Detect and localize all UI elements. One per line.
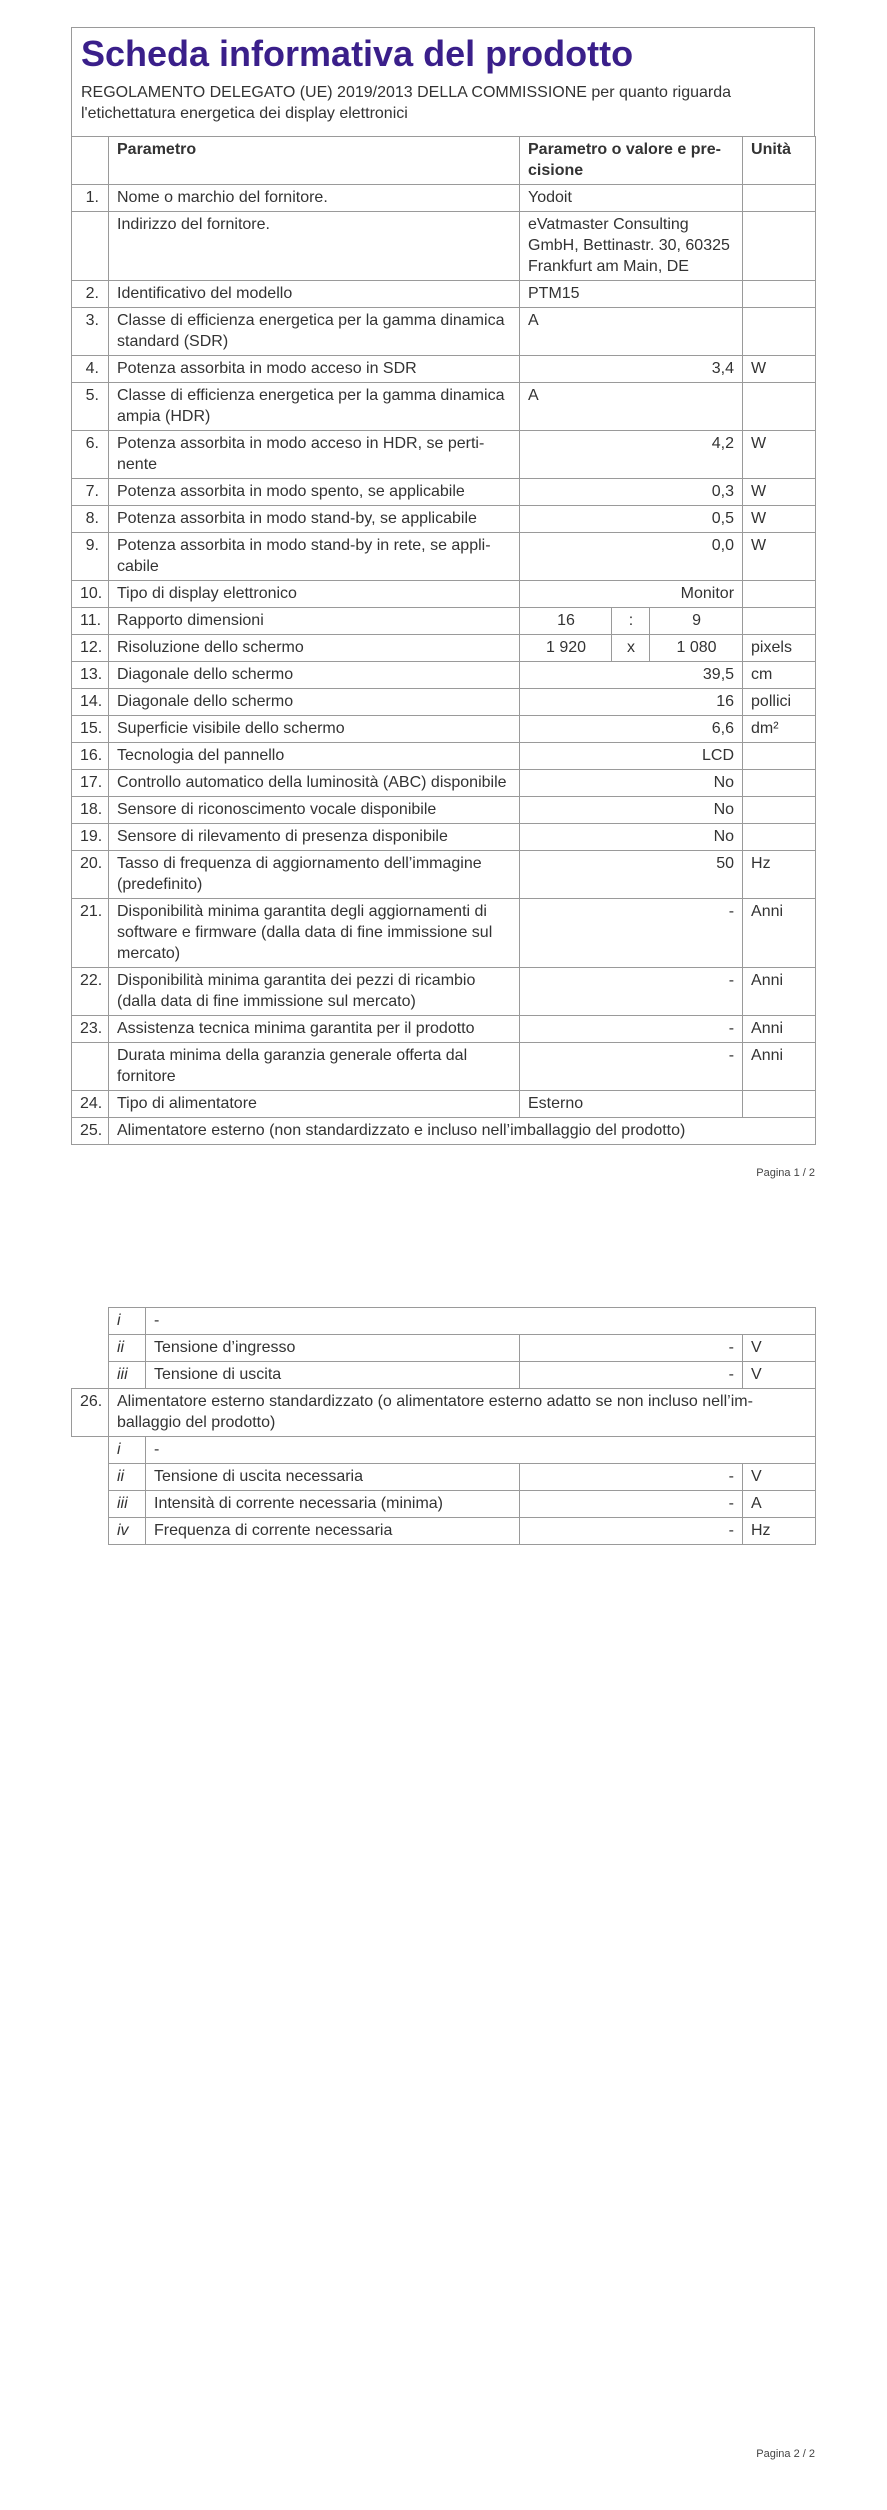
sub-row xyxy=(72,1491,816,1518)
row-value: 39,5 xyxy=(520,662,743,689)
row-parameter: Tasso di frequenza di aggiornamento dell’immagine (predefinito) xyxy=(109,851,520,899)
table-row xyxy=(72,635,816,662)
row-value: 6,6 xyxy=(520,716,743,743)
row-number xyxy=(72,1308,109,1335)
row-value: Yodoit xyxy=(520,185,743,212)
sub-index: i xyxy=(109,1437,146,1464)
row-parameter: Alimentatore esterno (non standardizzato e incluso nell’imballaggio del prodotto) xyxy=(109,1118,816,1145)
sub-row xyxy=(72,1308,816,1335)
row-unit xyxy=(743,1091,816,1118)
row-value-separator: x xyxy=(612,635,650,662)
row-parameter: Diagonale dello schermo xyxy=(109,689,520,716)
row-number: 26. xyxy=(72,1389,109,1437)
row-value: eVatmaster Consulting GmbH, Bettinastr. 30, 60325 Frankfurt am Main, DE xyxy=(520,212,743,281)
table-row xyxy=(72,506,816,533)
row-parameter: Identificativo del modello xyxy=(109,281,520,308)
row-parameter: Alimentatore esterno standardizzato (o alimentatore esterno adatto se non incluso nell’imballaggio del prodotto) xyxy=(109,1389,816,1437)
row-unit xyxy=(743,770,816,797)
row-parameter: Indirizzo del fornitore. xyxy=(109,212,520,281)
row-unit: pollici xyxy=(743,689,816,716)
row-parameter: Disponibilità minima garantita degli aggiornamenti di software e firmware (dalla data di fine immissione sul mercato) xyxy=(109,899,520,968)
row-number: 10. xyxy=(72,581,109,608)
row-number xyxy=(72,1362,109,1389)
table-row xyxy=(72,308,816,356)
row-unit xyxy=(743,212,816,281)
row-value: Monitor xyxy=(520,581,743,608)
row-number: 18. xyxy=(72,797,109,824)
sub-index: iii xyxy=(109,1362,146,1389)
row-number: 3. xyxy=(72,308,109,356)
sub-unit: A xyxy=(743,1491,816,1518)
table-row xyxy=(72,662,816,689)
row-parameter: Tecnologia del pannello xyxy=(109,743,520,770)
document-title: Scheda informativa del prodotto xyxy=(81,33,634,74)
row-value: LCD xyxy=(520,743,743,770)
row-unit: Anni xyxy=(743,1043,816,1091)
row-parameter: Assistenza tecnica minima garantita per il prodotto xyxy=(109,1016,520,1043)
row-parameter: Rapporto dimensioni xyxy=(109,608,520,635)
row-unit xyxy=(743,608,816,635)
row-number: 22. xyxy=(72,968,109,1016)
row-unit xyxy=(743,824,816,851)
row-value: - xyxy=(520,899,743,968)
row-number xyxy=(72,1491,109,1518)
row-parameter: Potenza assorbita in modo spento, se applicabile xyxy=(109,479,520,506)
row-unit: Anni xyxy=(743,1016,816,1043)
row-parameter: Potenza assorbita in modo acceso in SDR xyxy=(109,356,520,383)
sub-unit: Hz xyxy=(743,1518,816,1545)
table-row xyxy=(72,851,816,899)
sub-parameter: Tensione di uscita necessaria xyxy=(146,1464,520,1491)
row-parameter: Tipo di display elettronico xyxy=(109,581,520,608)
row-parameter: Superficie visibile dello schermo xyxy=(109,716,520,743)
row-value: A xyxy=(520,383,743,431)
table-row xyxy=(72,1389,816,1437)
table-header-row xyxy=(72,137,816,185)
sub-parameter: Frequenza di corrente necessaria xyxy=(146,1518,520,1545)
page-2 xyxy=(0,1255,887,2510)
row-number: 16. xyxy=(72,743,109,770)
row-value: 3,4 xyxy=(520,356,743,383)
table-row xyxy=(72,383,816,431)
page-footer: Pagina 1 / 2 xyxy=(756,1167,815,1179)
row-unit xyxy=(743,185,816,212)
table-row xyxy=(72,824,816,851)
table-row xyxy=(72,1043,816,1091)
header-parameter: Parametro xyxy=(109,137,520,185)
row-value-b: 9 xyxy=(650,608,743,635)
row-value: 0,3 xyxy=(520,479,743,506)
row-unit xyxy=(743,308,816,356)
row-number: 24. xyxy=(72,1091,109,1118)
row-number: 7. xyxy=(72,479,109,506)
row-value: 16 xyxy=(520,689,743,716)
row-unit: dm² xyxy=(743,716,816,743)
row-value: No xyxy=(520,797,743,824)
sub-row xyxy=(72,1518,816,1545)
sub-row xyxy=(72,1362,816,1389)
table-row xyxy=(72,1016,816,1043)
table-row xyxy=(72,356,816,383)
row-value-a: 1 920 xyxy=(520,635,612,662)
row-parameter: Risoluzione dello schermo xyxy=(109,635,520,662)
row-number: 5. xyxy=(72,383,109,431)
table-row xyxy=(72,968,816,1016)
sub-index: i xyxy=(109,1308,146,1335)
table-row xyxy=(72,185,816,212)
row-value: - xyxy=(520,968,743,1016)
row-value: No xyxy=(520,824,743,851)
sub-value: - xyxy=(520,1491,743,1518)
row-number: 13. xyxy=(72,662,109,689)
table-row xyxy=(72,899,816,968)
row-value: - xyxy=(520,1016,743,1043)
row-value: 0,0 xyxy=(520,533,743,581)
row-value-a: 16 xyxy=(520,608,612,635)
row-unit: W xyxy=(743,479,816,506)
row-number xyxy=(72,1043,109,1091)
row-number: 21. xyxy=(72,899,109,968)
table-row xyxy=(72,689,816,716)
row-parameter: Classe di efficienza energetica per la gamma dinamica ampia (HDR) xyxy=(109,383,520,431)
header-number xyxy=(72,137,109,185)
table-row xyxy=(72,212,816,281)
row-unit: W xyxy=(743,356,816,383)
row-number: 1. xyxy=(72,185,109,212)
row-unit: Anni xyxy=(743,899,816,968)
header-unit: Unità xyxy=(743,137,816,185)
sub-index: ii xyxy=(109,1335,146,1362)
sub-index: iii xyxy=(109,1491,146,1518)
row-number: 15. xyxy=(72,716,109,743)
table-row xyxy=(72,608,816,635)
table-row xyxy=(72,797,816,824)
row-value: 0,5 xyxy=(520,506,743,533)
sub-parameter: Tensione d’ingresso xyxy=(146,1335,520,1362)
sub-row xyxy=(72,1437,816,1464)
row-value-separator: : xyxy=(612,608,650,635)
sub-parameter: - xyxy=(146,1437,816,1464)
table-row xyxy=(72,281,816,308)
sub-index: ii xyxy=(109,1464,146,1491)
sub-parameter: Intensità di corrente necessaria (minima) xyxy=(146,1491,520,1518)
row-number: 4. xyxy=(72,356,109,383)
document-subtitle: REGOLAMENTO DELEGATO (UE) 2019/2013 DELLA COMMISSIONE per quanto riguarda l'etichettatura energetica dei display elettronici xyxy=(81,84,732,122)
row-parameter: Potenza assorbita in modo stand-by in rete, se applicabile xyxy=(109,533,520,581)
sub-parameter: Tensione di uscita xyxy=(146,1362,520,1389)
row-parameter: Potenza assorbita in modo acceso in HDR, se pertinente xyxy=(109,431,520,479)
row-parameter: Controllo automatico della luminosità (ABC) disponibile xyxy=(109,770,520,797)
row-number: 23. xyxy=(72,1016,109,1043)
row-number: 17. xyxy=(72,770,109,797)
sub-parameter: - xyxy=(146,1308,816,1335)
row-number: 14. xyxy=(72,689,109,716)
row-unit: Anni xyxy=(743,968,816,1016)
row-number xyxy=(72,1464,109,1491)
row-parameter: Classe di efficienza energetica per la gamma dinamica standard (SDR) xyxy=(109,308,520,356)
page-footer: Pagina 2 / 2 xyxy=(756,2448,815,2460)
sub-row xyxy=(72,1464,816,1491)
row-unit: pixels xyxy=(743,635,816,662)
row-parameter: Sensore di riconoscimento vocale disponibile xyxy=(109,797,520,824)
product-info-table-continued xyxy=(71,1307,816,1545)
row-unit xyxy=(743,581,816,608)
row-number: 12. xyxy=(72,635,109,662)
row-parameter: Potenza assorbita in modo stand-by, se applicabile xyxy=(109,506,520,533)
product-info-table xyxy=(71,136,816,1145)
row-value: Esterno xyxy=(520,1091,743,1118)
row-number xyxy=(72,1335,109,1362)
row-number: 11. xyxy=(72,608,109,635)
row-parameter: Diagonale dello schermo xyxy=(109,662,520,689)
sub-unit: V xyxy=(743,1362,816,1389)
table-row xyxy=(72,533,816,581)
row-number: 6. xyxy=(72,431,109,479)
sub-row xyxy=(72,1335,816,1362)
row-unit: W xyxy=(743,431,816,479)
row-unit xyxy=(743,281,816,308)
table-row xyxy=(72,743,816,770)
row-parameter: Nome o marchio del fornitore. xyxy=(109,185,520,212)
row-number: 8. xyxy=(72,506,109,533)
sub-unit: V xyxy=(743,1335,816,1362)
row-unit: cm xyxy=(743,662,816,689)
row-value: A xyxy=(520,308,743,356)
table-row xyxy=(72,716,816,743)
row-number: 9. xyxy=(72,533,109,581)
header-value: Parametro o valore e precisione xyxy=(520,137,743,185)
header-box xyxy=(71,27,815,137)
row-value: 4,2 xyxy=(520,431,743,479)
row-value: No xyxy=(520,770,743,797)
table-row xyxy=(72,479,816,506)
row-number: 2. xyxy=(72,281,109,308)
row-number: 20. xyxy=(72,851,109,899)
row-number xyxy=(72,1518,109,1545)
sub-value: - xyxy=(520,1335,743,1362)
row-unit: W xyxy=(743,533,816,581)
row-unit xyxy=(743,797,816,824)
row-unit: W xyxy=(743,506,816,533)
sub-value: - xyxy=(520,1362,743,1389)
sub-value: - xyxy=(520,1464,743,1491)
table-row xyxy=(72,581,816,608)
sub-value: - xyxy=(520,1518,743,1545)
row-number xyxy=(72,212,109,281)
row-value-b: 1 080 xyxy=(650,635,743,662)
sub-index: iv xyxy=(109,1518,146,1545)
row-number: 25. xyxy=(72,1118,109,1145)
row-value: - xyxy=(520,1043,743,1091)
row-parameter: Sensore di rilevamento di presenza disponibile xyxy=(109,824,520,851)
row-unit: Hz xyxy=(743,851,816,899)
row-unit xyxy=(743,743,816,770)
row-unit xyxy=(743,383,816,431)
table-row xyxy=(72,1091,816,1118)
table-row xyxy=(72,1118,816,1145)
row-value: PTM15 xyxy=(520,281,743,308)
row-number xyxy=(72,1437,109,1464)
table-row xyxy=(72,770,816,797)
sub-unit: V xyxy=(743,1464,816,1491)
table-row xyxy=(72,431,816,479)
row-parameter: Disponibilità minima garantita dei pezzi di ricambio (dalla data di fine immissione sul mercato) xyxy=(109,968,520,1016)
row-parameter: Durata minima della garanzia generale offerta dal fornitore xyxy=(109,1043,520,1091)
row-value: 50 xyxy=(520,851,743,899)
row-parameter: Tipo di alimentatore xyxy=(109,1091,520,1118)
row-number: 19. xyxy=(72,824,109,851)
